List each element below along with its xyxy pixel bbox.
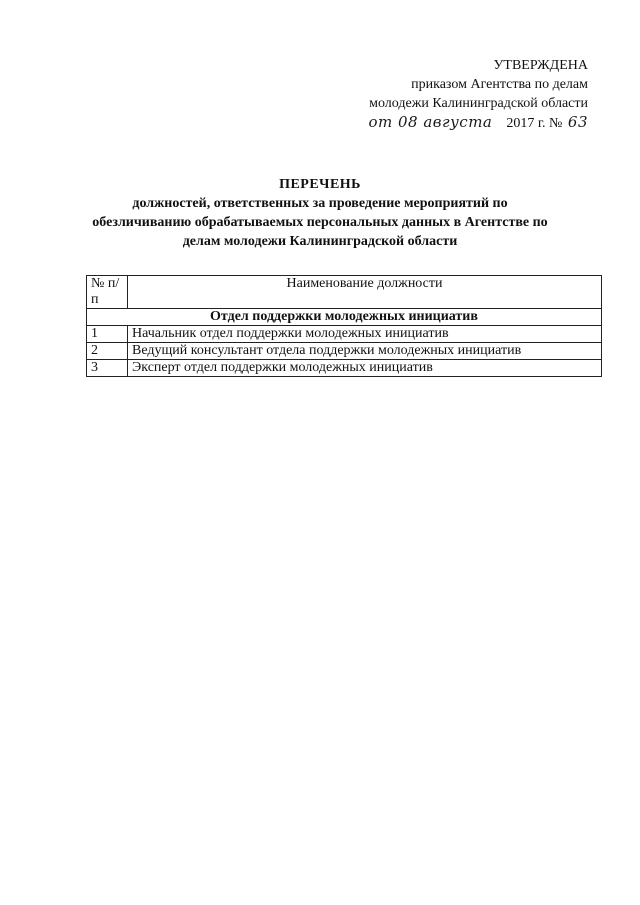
approval-stamp	[288, 56, 588, 133]
approval-order-line: приказом Агентства по делам	[411, 77, 588, 92]
positions-table	[86, 275, 602, 377]
section-row	[87, 309, 602, 326]
approval-agency-line: молодежи Калининградской области	[369, 96, 588, 111]
handwritten-date: от 08 августа	[368, 113, 493, 131]
row-position: Начальник отдел поддержки молодежных инициатив	[128, 326, 602, 343]
section-title: Отдел поддержки молодежных инициатив	[87, 309, 602, 326]
document-title	[70, 175, 570, 251]
header-number: № п/п	[87, 276, 128, 309]
table-row	[87, 360, 602, 377]
header-position-name: Наименование должности	[128, 276, 602, 309]
row-position: Ведущий консультант отдела поддержки молодежных инициатив	[128, 343, 602, 360]
approval-status: УТВЕРЖДЕНА	[493, 58, 588, 73]
title-line-3: делам молодежи Калининградской области	[182, 234, 458, 249]
handwritten-order-number: 63	[567, 113, 588, 131]
approval-date-line	[288, 113, 588, 133]
row-number: 1	[87, 326, 128, 343]
title-line-2: обезличиванию обрабатываемых персональных данных в Агентстве по	[92, 215, 548, 230]
row-number: 2	[87, 343, 128, 360]
table-header-row	[87, 276, 602, 309]
table-row	[87, 343, 602, 360]
title-line-1: должностей, ответственных за проведение мероприятий по	[132, 196, 508, 211]
row-number: 3	[87, 360, 128, 377]
approval-year: 2017 г. №	[506, 116, 563, 131]
row-position: Эксперт отдел поддержки молодежных инициатив	[128, 360, 602, 377]
table-row	[87, 326, 602, 343]
title-heading: ПЕРЕЧЕНЬ	[279, 177, 361, 192]
